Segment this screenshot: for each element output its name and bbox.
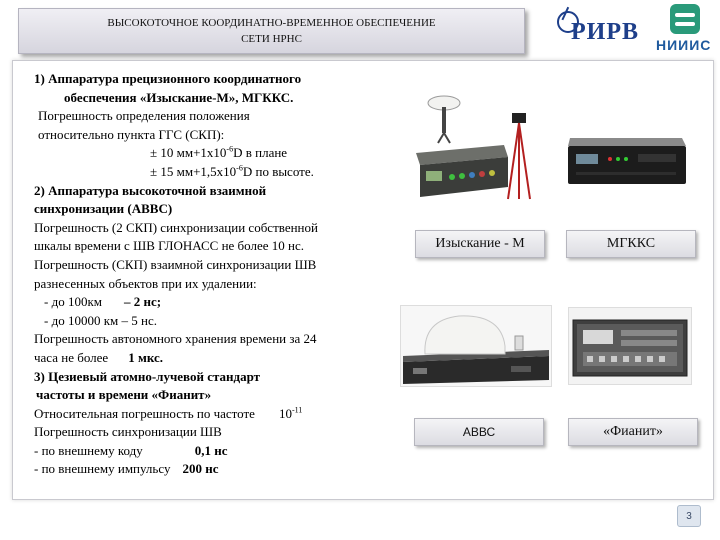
text-line: - по внешнему импульсу 200 нс [34,461,219,477]
text-line: синхронизации (АВВС) [34,201,173,217]
text-line: 3) Цезиевый атомно-лучевой стандарт [34,368,261,384]
text-line: обеспечения «Изыскание-М», МГККС. [64,89,294,105]
text-line: шкалы времени с ШВ ГЛОНАСС не более 10 нс. [34,238,304,254]
rirv-logo-text: РИРВ [571,19,639,45]
fianit-device-image [569,308,691,384]
text-line: - до 10000 км – 5 нс. [44,312,157,328]
text-line: Погрешность (СКП) взаимной синхронизации ШВ [34,256,317,272]
mgkks-device-image [566,132,688,192]
izyskanie-photo [412,93,540,201]
avvs-device-image [401,306,551,386]
title-banner [18,8,525,54]
text-line: Погрешность определения положения [38,108,250,124]
mgkks-photo [566,132,688,192]
text-line: Погрешность синхронизации ШВ [34,424,222,440]
rirv-logo [555,8,639,48]
text-line: ± 15 $мм+1,5х10^{-6}D$ по высоте. [150,163,314,179]
mgkks-label: МГККС [566,230,696,258]
avvs-photo [400,305,552,387]
title-line-2: СЕТИ НРНС [241,33,302,45]
text-line: часа не более 1 мкс. [34,349,164,365]
text-line: Погрешность (2 СКП) синхронизации собственной [34,219,318,235]
niiis-logo [654,4,714,54]
description-text [34,70,394,479]
text-line: разнесенных объектов при их удалении: [34,275,257,291]
text-line: - до 100км – 2 нс; [44,294,162,310]
niiis-logo-mark [670,4,700,34]
izyskanie-label: Изыскание - М [415,230,545,258]
fianit-photo [568,307,692,385]
text-line: 1) Аппаратура прецизионного координатного [34,71,302,86]
text-line: Погрешность автономного хранения времени за 24 [34,331,317,347]
fianit-label: «Фианит» [568,418,698,446]
title-line-1: ВЫСОКОТОЧНОЕ КООРДИНАТНО-ВРЕМЕННОЕ ОБЕСПЕЧЕНИЕ [107,17,436,29]
text-line: ± 10 $мм+1х10^{-6}D$ в плане [150,145,288,161]
izyskanie-device-image [412,93,540,201]
text-line: Относительная погрешность по частоте $10^{-11}$ [34,405,303,421]
text-line: - по внешнему коду 0,1 нс [34,442,228,458]
text-line: относительно пункта ГГС (СКП): [38,126,225,142]
page-number: 3 [677,505,701,527]
text-line: 2) Аппаратура высокоточной взаимной [34,182,267,198]
avvs-label: АВВС [414,418,544,446]
niiis-logo-text: НИИИС [656,37,712,53]
text-line: частоты и времени «Фианит» [36,387,212,403]
